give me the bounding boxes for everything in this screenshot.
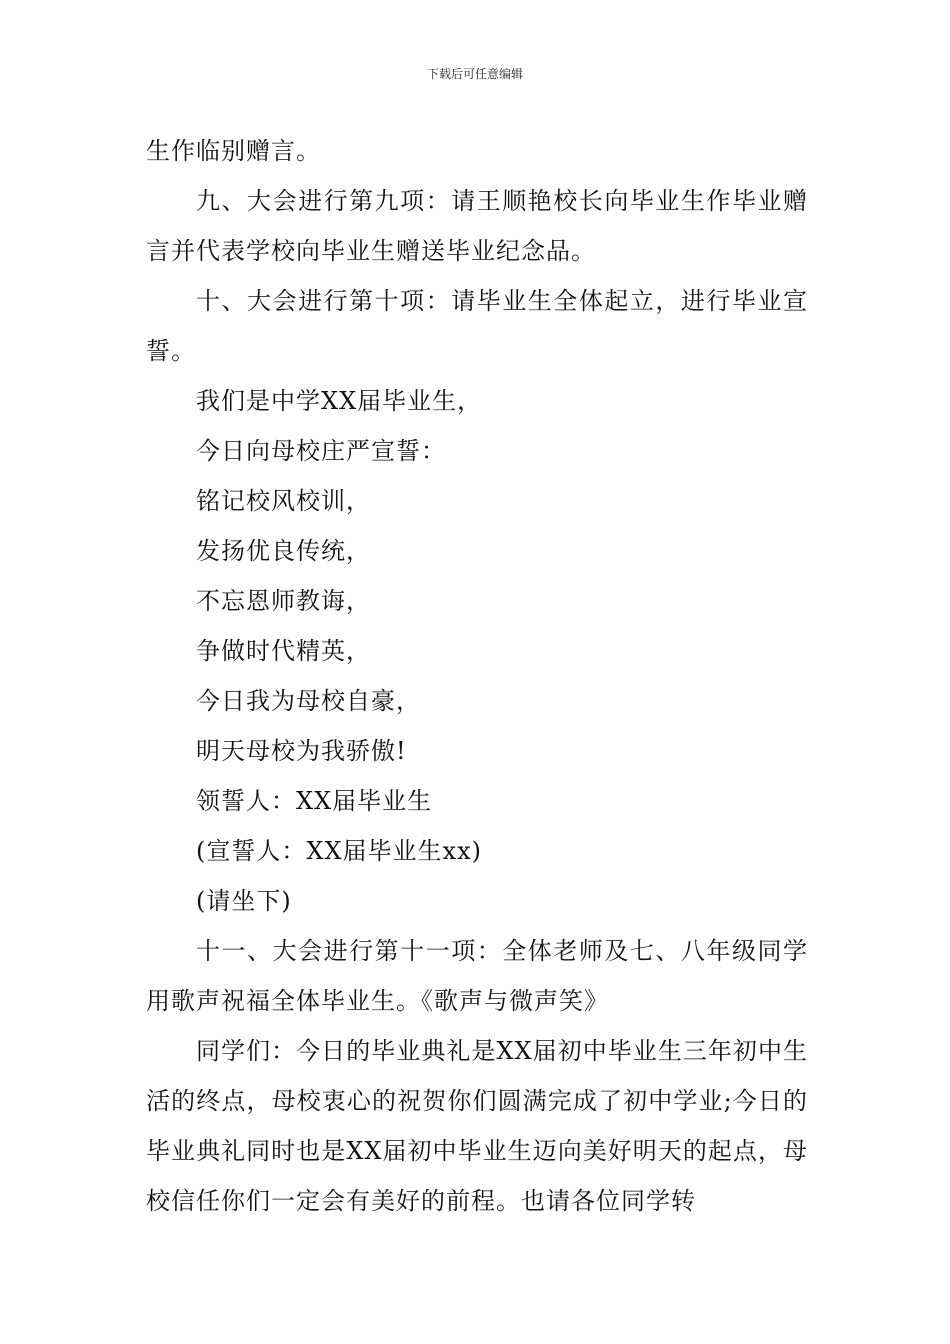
oath-line-8: 明天母校为我骄傲! (196, 737, 407, 765)
oath-line-5: 不忘恩师教诲， (196, 587, 371, 615)
page-header: 下载后可任意编辑 (426, 67, 523, 81)
oath-line-4: 发扬优良传统， (196, 537, 371, 565)
oath-line-3: 铭记校风校训， (196, 487, 371, 515)
paragraph-item-ten: 十、大会进行第十项：请毕业生全体起立，进行毕业宣誓。 (146, 287, 808, 365)
oath-leader: 领誓人：XX届毕业生 (196, 787, 433, 815)
oath-line-6: 争做时代精英， (196, 637, 371, 665)
oath-line-7: 今日我为母校自豪， (196, 687, 421, 715)
oath-line-2: 今日向母校庄严宣誓： (196, 437, 446, 465)
paragraph-closing-speech: 同学们：今日的毕业典礼是XX届初中毕业生三年初中生活的终点，母校衷心的祝贺你们圆满完成了初中学业;今日的毕业典礼同时也是XX届初中毕业生迈向美好明天的起点，母校信任你们一定会有美好的前程。也请各位同学转 (146, 1037, 808, 1215)
oath-line-1: 我们是中学XX届毕业生， (196, 387, 483, 415)
paragraph-item-eleven: 十一、大会进行第十一项：全体老师及七、八年级同学用歌声祝福全体毕业生。《歌声与微声笑》 (146, 937, 808, 1015)
paragraph-item-nine: 九、大会进行第九项：请王顺艳校长向毕业生作毕业赠言并代表学校向毕业生赠送毕业纪念品。 (146, 187, 808, 265)
please-sit-down: (请坐下) (196, 887, 292, 915)
oath-takers: (宣誓人：XX届毕业生xx) (196, 837, 482, 865)
document-body (146, 126, 808, 1226)
paragraph-closing-farewell: 生作临别赠言。 (146, 137, 321, 165)
